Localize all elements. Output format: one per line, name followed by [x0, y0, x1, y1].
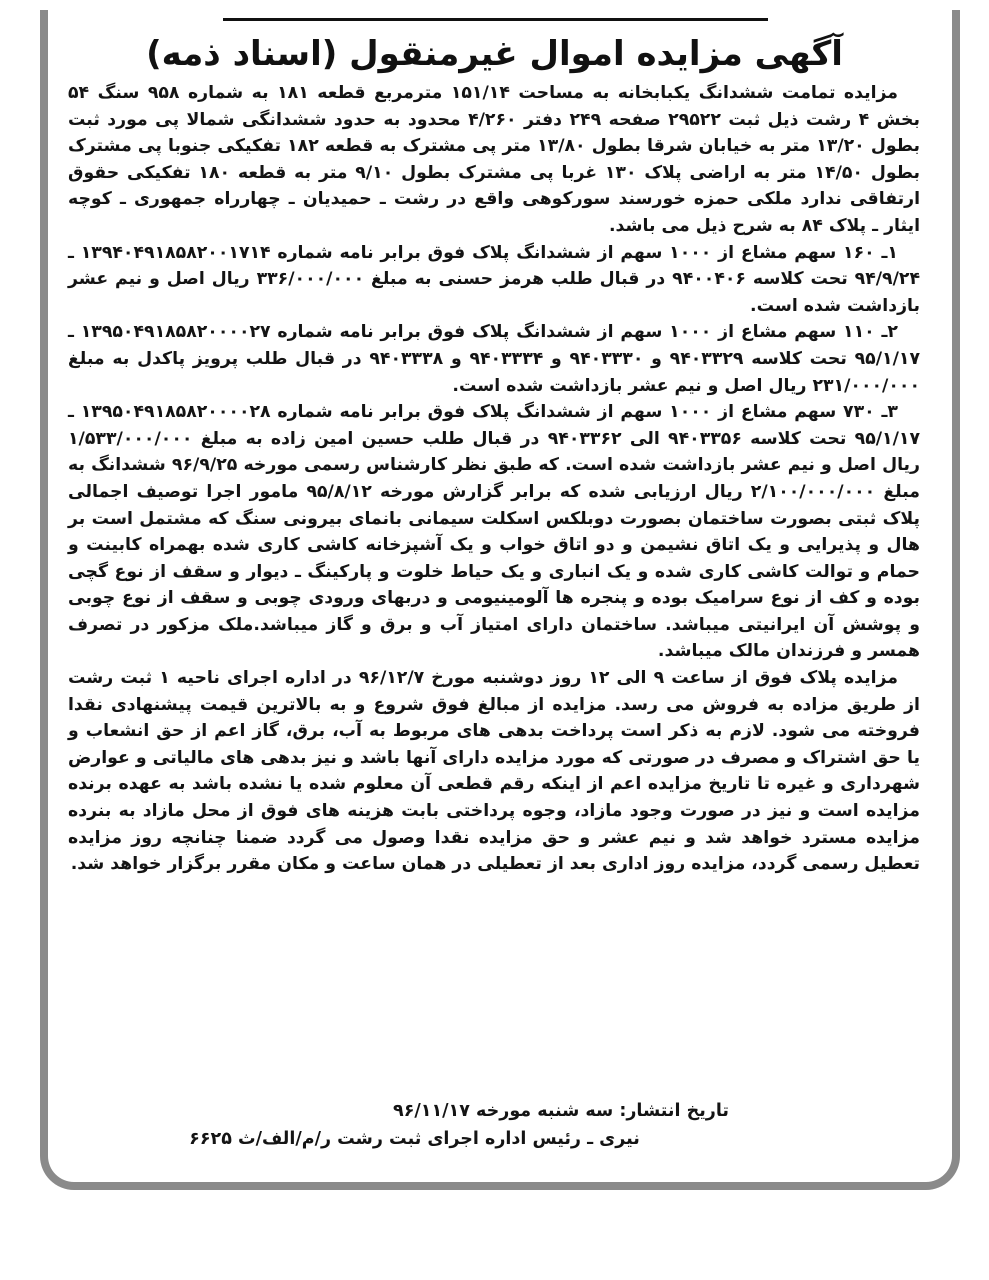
notice-footer: [100, 1097, 729, 1153]
conditions-paragraph: مزایده پلاک فوق از ساعت ۹ الی ۱۲ روز دوشنبه مورخ ۹۶/۱۲/۷ در اداره اجرای ناحیه ۱ ثبت رشت از طریق مزاده به فروش می رسد. مزایده از مبالغ فوق شروع و به بالاترین قیمت پیشنهادی نقدا فروخته می شود. لازم به ذکر است پرداخت بدهی های مربوط به آب، برق، گاز اعم از حق انشعاب و یا حق اشتراک و مصرف در صورتی که مورد مزایده دارای آنها باشد و نیز بدهی های مالیاتی و عوارض شهرداری و غیره تا تاریخ مزایده اعم از اینکه رقم قطعی آن معلوم شده یا نشده باشد به عهده برنده مزایده است و نیز در صورت وجود مازاد، وجوه پرداختی بابت هزینه های فوق از محل مازاد به بنرده مزایده مسترد خواهد شد و نیم عشر و حق مزایده نقدا وصول می گردد ضمنا چنانچه روز مزایده تعطیل رسمی گردد، مزایده روز اداری بعد از تعطیلی در همان ساعت و مکان مقرر برگزار خواهد شد.: [68, 668, 920, 875]
publish-date: تاریخ انتشار: سه شنبه مورخه ۹۶/۱۱/۱۷: [393, 1101, 729, 1121]
intro-paragraph: مزایده تمامت ششدانگ یکبابخانه به مساحت ۱۵۱/۱۴ مترمربع قطعه ۱۸۱ به شماره ۹۵۸ سنگ ۵۴ بخش ۴ رشت ذیل ثبت ۲۹۵۲۲ صفحه ۲۴۹ دفتر ۴/۲۶۰ محدود به حدود ششدانگی شمالا پی مورد ثبت بطول ۱۳/۲۰ متر به خیابان شرقا بطول ۱۳/۸۰ متر پی مشترک به قطعه ۱۸۲ تفکیکی جنوبا پی مشترک بطول ۱۴/۵۰ متر به اراضی پلاک ۱۳۰ غربا پی مشترک بطول ۹/۱۰ متر به قطعه ۱۸۰ تفکیکی حقوق ارتفاقی ندارد ملکی حمزه خورسند سورکوهی واقع در رشت ـ حمیدیان ـ چهارراه جمهوری ـ کوچه ایثار ـ پلاک ۸۴ به شرح ذیل می باشد.: [68, 83, 921, 236]
top-rule: [223, 18, 768, 21]
notice-body: [68, 80, 920, 878]
notice-title: آگهی مزایده اموال غیرمنقول (اسناد ذمه): [146, 34, 843, 74]
signature-line: نیری ـ رئیس اداره اجرای ثبت رشت ر/م/الف/ث ۶۶۲۵: [189, 1129, 640, 1149]
item-2-paragraph: ۲ـ ۱۱۰ سهم مشاع از ۱۰۰۰ سهم از ششدانگ پلاک فوق برابر نامه شماره ۱۳۹۵۰۴۹۱۸۵۸۲۰۰۰۰۲۷ ـ ۹۵/۱/۱۷ تحت کلاسه ۹۴۰۳۳۲۹ و ۹۴۰۳۳۳۰ و ۹۴۰۳۳۳۴ و ۹۴۰۳۳۳۸ در قبال طلب پرویز پاکدل به مبلغ ۲۳۱/۰۰۰/۰۰۰ ریال اصل و نیم عشر بازداشت شده است.: [68, 322, 920, 396]
item-1-paragraph: ۱ـ ۱۶۰ سهم مشاع از ۱۰۰۰ سهم از ششدانگ پلاک فوق برابر نامه شماره ۱۳۹۴۰۴۹۱۸۵۸۲۰۰۱۷۱۴ ـ ۹۴/۹/۲۴ تحت کلاسه ۹۴۰۰۴۰۶ در قبال طلب هرمز حسنی به مبلغ ۳۳۶/۰۰۰/۰۰۰ ریال اصل و نیم عشر بازداشت شده است.: [68, 242, 921, 316]
item-3-paragraph: ۳ـ ۷۳۰ سهم مشاع از ۱۰۰۰ سهم از ششدانگ پلاک فوق برابر نامه شماره ۱۳۹۵۰۴۹۱۸۵۸۲۰۰۰۰۲۸ ـ ۹۵/۱/۱۷ تحت کلاسه ۹۴۰۳۳۵۶ الی ۹۴۰۳۳۶۲ در قبال طلب حسین امین زاده به مبلغ ۱/۵۳۳/۰۰۰/۰۰۰ ریال اصل و نیم عشر بازداشت شده است. که طبق نظر کارشناس رسمی مورخه ۹۶/۹/۲۵ ششدانگ به مبلغ ۲/۱۰۰/۰۰۰/۰۰۰ ریال ارزیابی شده که برابر گزارش مورخه ۹۵/۸/۱۲ مامور اجرا توصیف اجمالی پلاک ثبتی بصورت ساختمان بصورت دوبلکس اسکلت سیمانی بانمای بیرونی سنگ که مشتمل است بر هال و پذیرایی و یک اتاق نشیمن و دو اتاق خواب و یک آشپزخانه کاشی کاری شده بهمراه کابینت و حمام و توالت کاشی کاری شده و یک انباری و یک حیاط خلوت و پارکینگ ـ دیوار و سقف از نوع گچی بوده و کف از نوع سرامیک بوده و پنجره ها آلومینیومی و دربهای ورودی چوبی و سقف از نوع چوبی و پوشش آن ایرانیتی میباشد. ساختمان دارای امتیاز آب و برق و گاز میباشد.ملک مزکور در تصرف همسر و فرزندان مالک میباشد.: [68, 402, 921, 662]
